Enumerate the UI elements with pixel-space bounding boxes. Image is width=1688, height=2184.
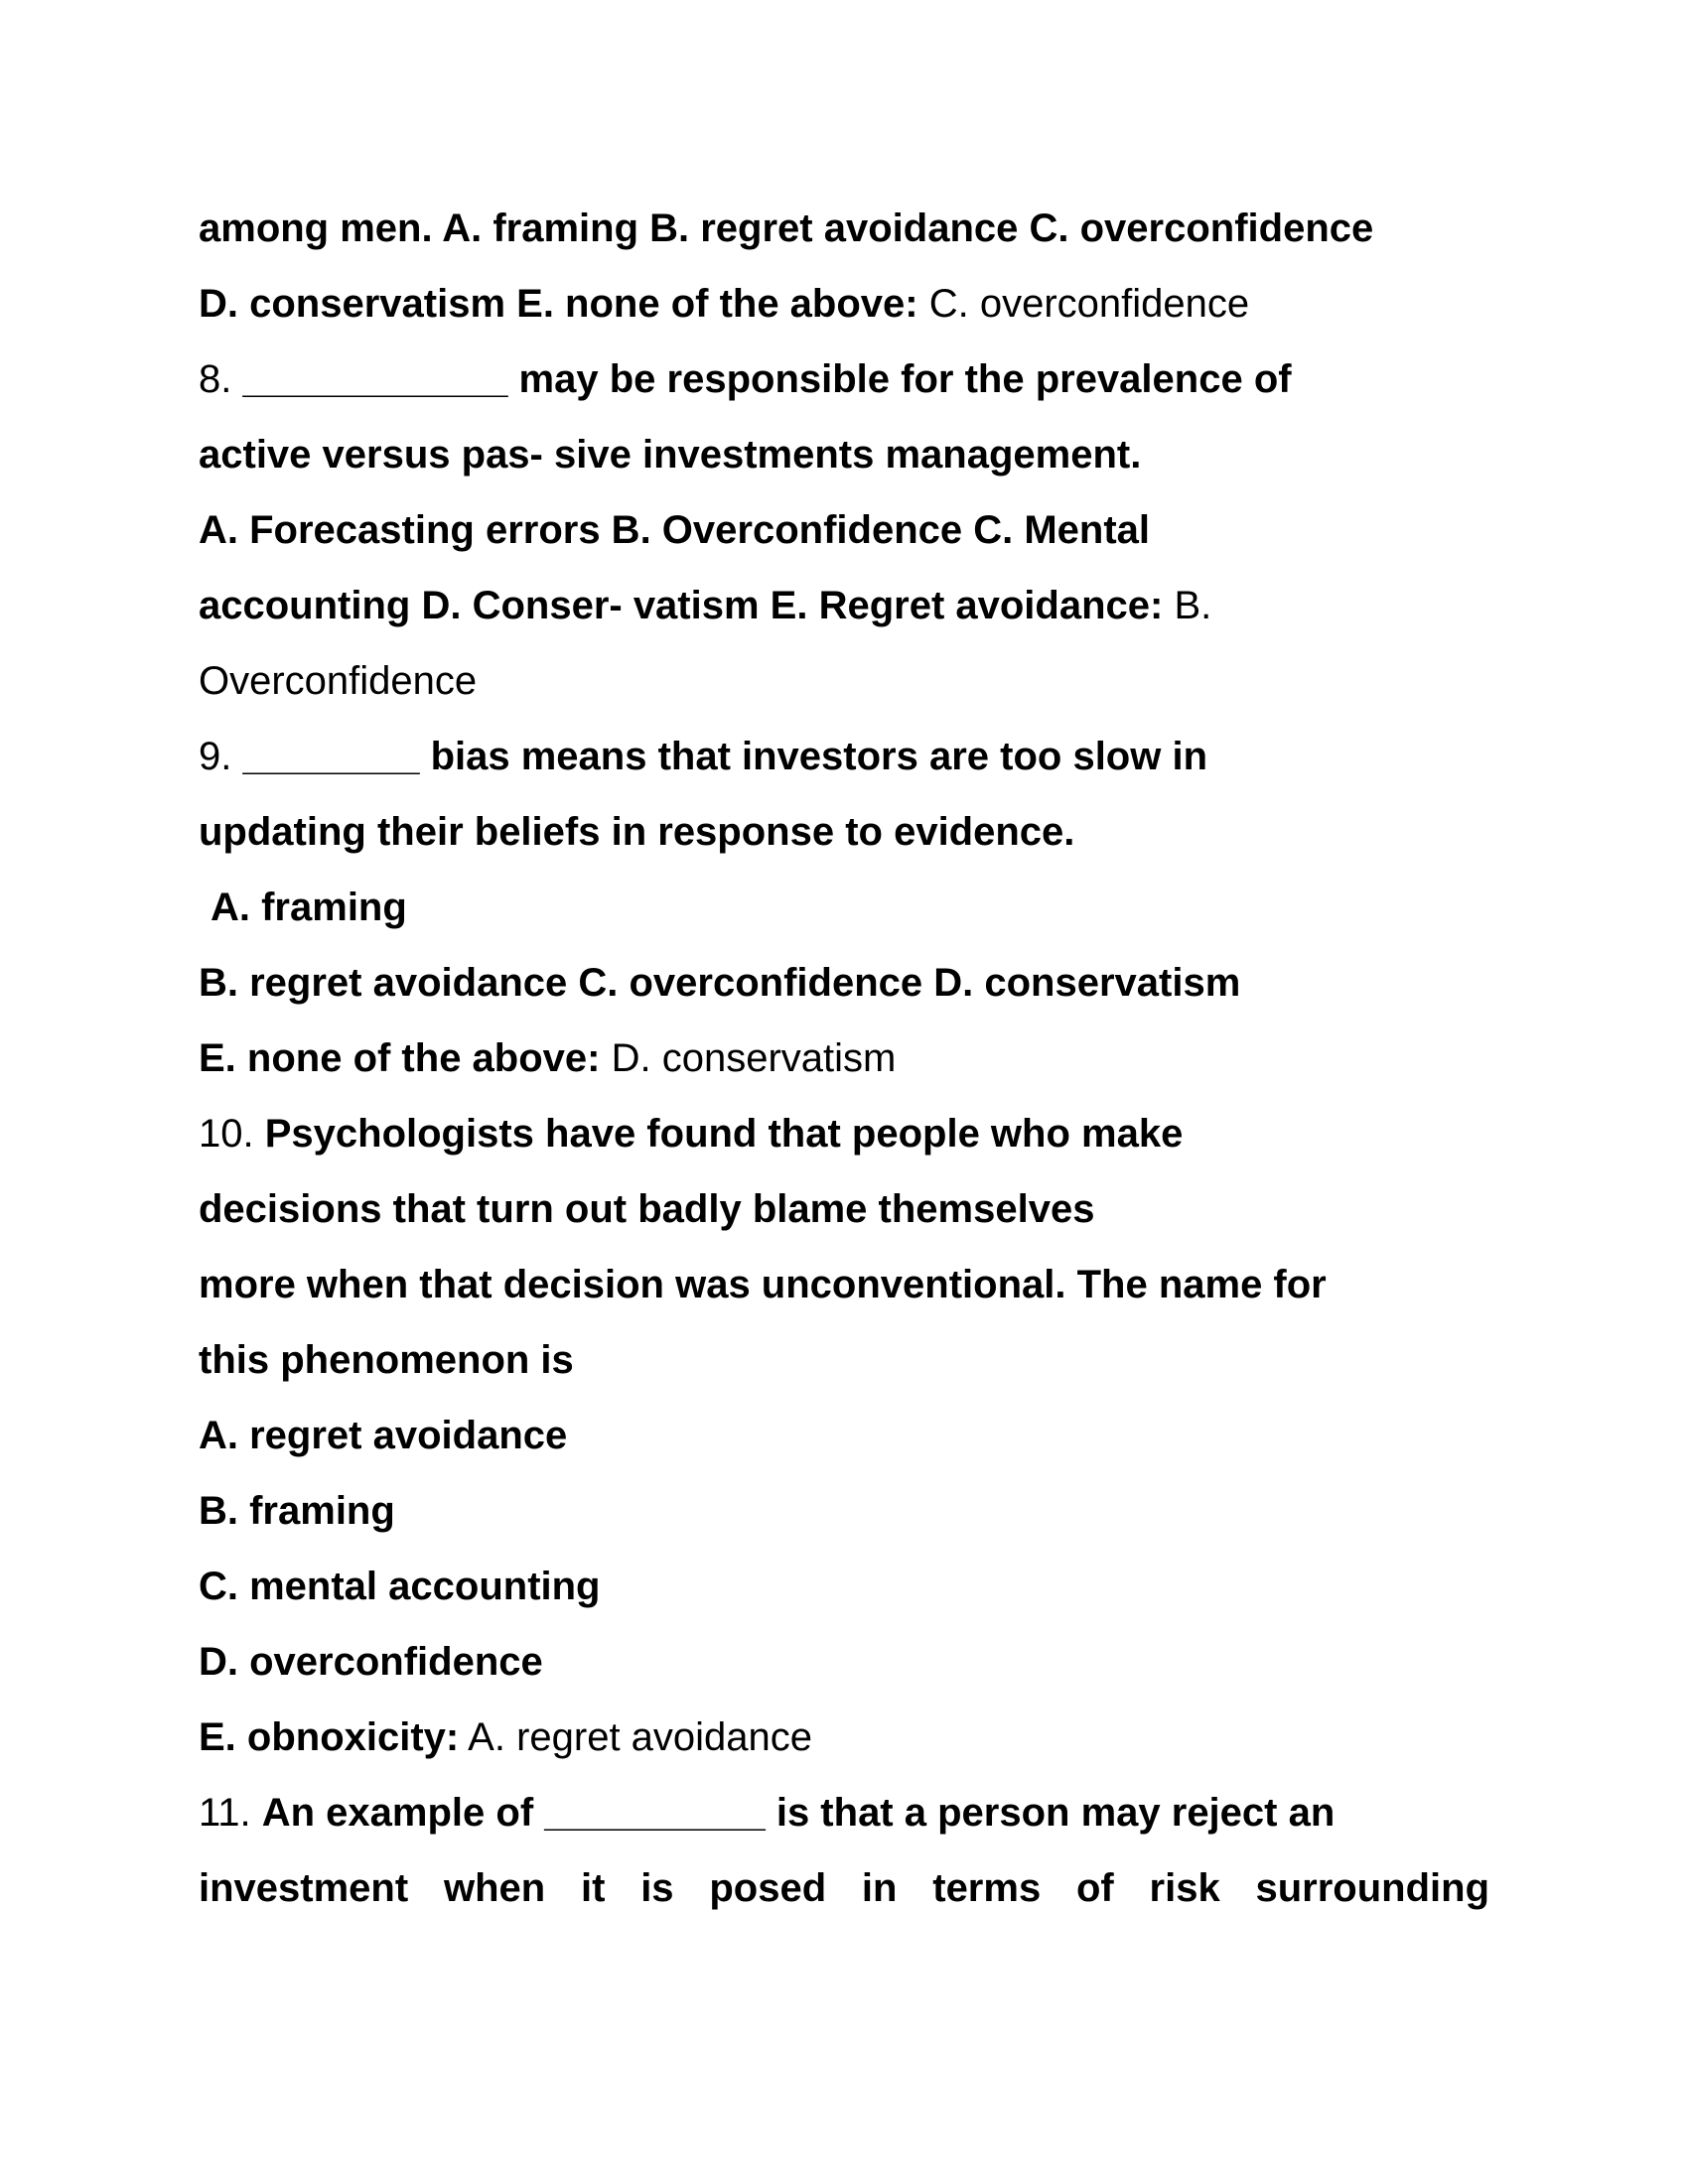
question-10-option-e: E. obnoxicity: <box>199 1715 460 1759</box>
question-10-stem: Psychologists have found that people who make <box>264 1112 1184 1156</box>
text-line <box>199 719 1489 794</box>
text-line <box>199 794 1489 870</box>
question-8-answer: Overconfidence <box>199 659 478 703</box>
question-9-stem: updating their beliefs in response to evidence. <box>199 810 1075 854</box>
question-8-number: 8. <box>199 357 243 401</box>
text-line <box>199 1473 1489 1549</box>
question-8-stem: ____________ may be responsible for the prevalence of <box>242 357 1292 401</box>
text-line <box>199 945 1489 1021</box>
question-10-stem: this phenomenon is <box>199 1338 574 1382</box>
text-line <box>199 341 1489 417</box>
text-line <box>199 1322 1489 1398</box>
question-10-answer: A. regret avoidance <box>459 1715 813 1759</box>
text-line <box>199 1775 1489 1850</box>
question-9-option-e: E. none of the above: <box>199 1036 601 1080</box>
text-line <box>199 266 1489 341</box>
text-line <box>199 1096 1489 1171</box>
question-10-number: 10. <box>199 1112 265 1156</box>
question-8-answer: B. <box>1163 584 1212 627</box>
question-7-options: among men. A. framing B. regret avoidance C. overconfidence <box>199 206 1374 250</box>
question-9-number: 9. <box>199 735 243 778</box>
question-7-answer: C. overconfidence <box>917 282 1250 326</box>
question-10-option-b: B. framing <box>199 1489 395 1533</box>
question-10-option-d: D. overconfidence <box>199 1640 543 1684</box>
question-9-answer: D. conservatism <box>600 1036 897 1080</box>
question-11-stem: An example of __________ is that a person may reject an <box>261 1791 1336 1835</box>
text-line <box>199 870 1489 945</box>
question-8-options: accounting D. Conser- vatism E. Regret avoidance: <box>199 584 1164 627</box>
question-7-options: D. conservatism E. none of the above: <box>199 282 918 326</box>
text-line <box>199 643 1489 719</box>
text-line <box>199 492 1489 568</box>
text-line <box>199 417 1489 492</box>
text-line <box>199 1398 1489 1473</box>
text-line <box>199 191 1489 266</box>
question-10-option-c: C. mental accounting <box>199 1565 601 1608</box>
question-11-number: 11. <box>199 1791 262 1835</box>
text-line <box>199 568 1489 643</box>
question-9-stem: ________ bias means that investors are too slow in <box>242 735 1208 778</box>
question-10-option-a: A. regret avoidance <box>199 1414 568 1457</box>
text-line <box>199 1247 1489 1322</box>
question-8-options: A. Forecasting errors B. Overconfidence C. Mental <box>199 508 1151 552</box>
question-11-stem: investment when it is posed in terms of risk surrounding <box>199 1866 1489 1910</box>
question-9-options: B. regret avoidance C. overconfidence D. conservatism <box>199 961 1241 1005</box>
text-line <box>199 1021 1489 1096</box>
question-10-stem: decisions that turn out badly blame themselves <box>199 1187 1095 1231</box>
question-9-option-a: A. framing <box>211 886 407 929</box>
text-line <box>199 1624 1489 1700</box>
text-line <box>199 1171 1489 1247</box>
question-10-stem: more when that decision was unconventional. The name for <box>199 1263 1327 1306</box>
text-line <box>199 1549 1489 1624</box>
text-line <box>199 1850 1489 1926</box>
text-line <box>199 1700 1489 1775</box>
question-8-stem: active versus pas- sive investments management. <box>199 433 1142 477</box>
document-page <box>199 191 1489 1926</box>
